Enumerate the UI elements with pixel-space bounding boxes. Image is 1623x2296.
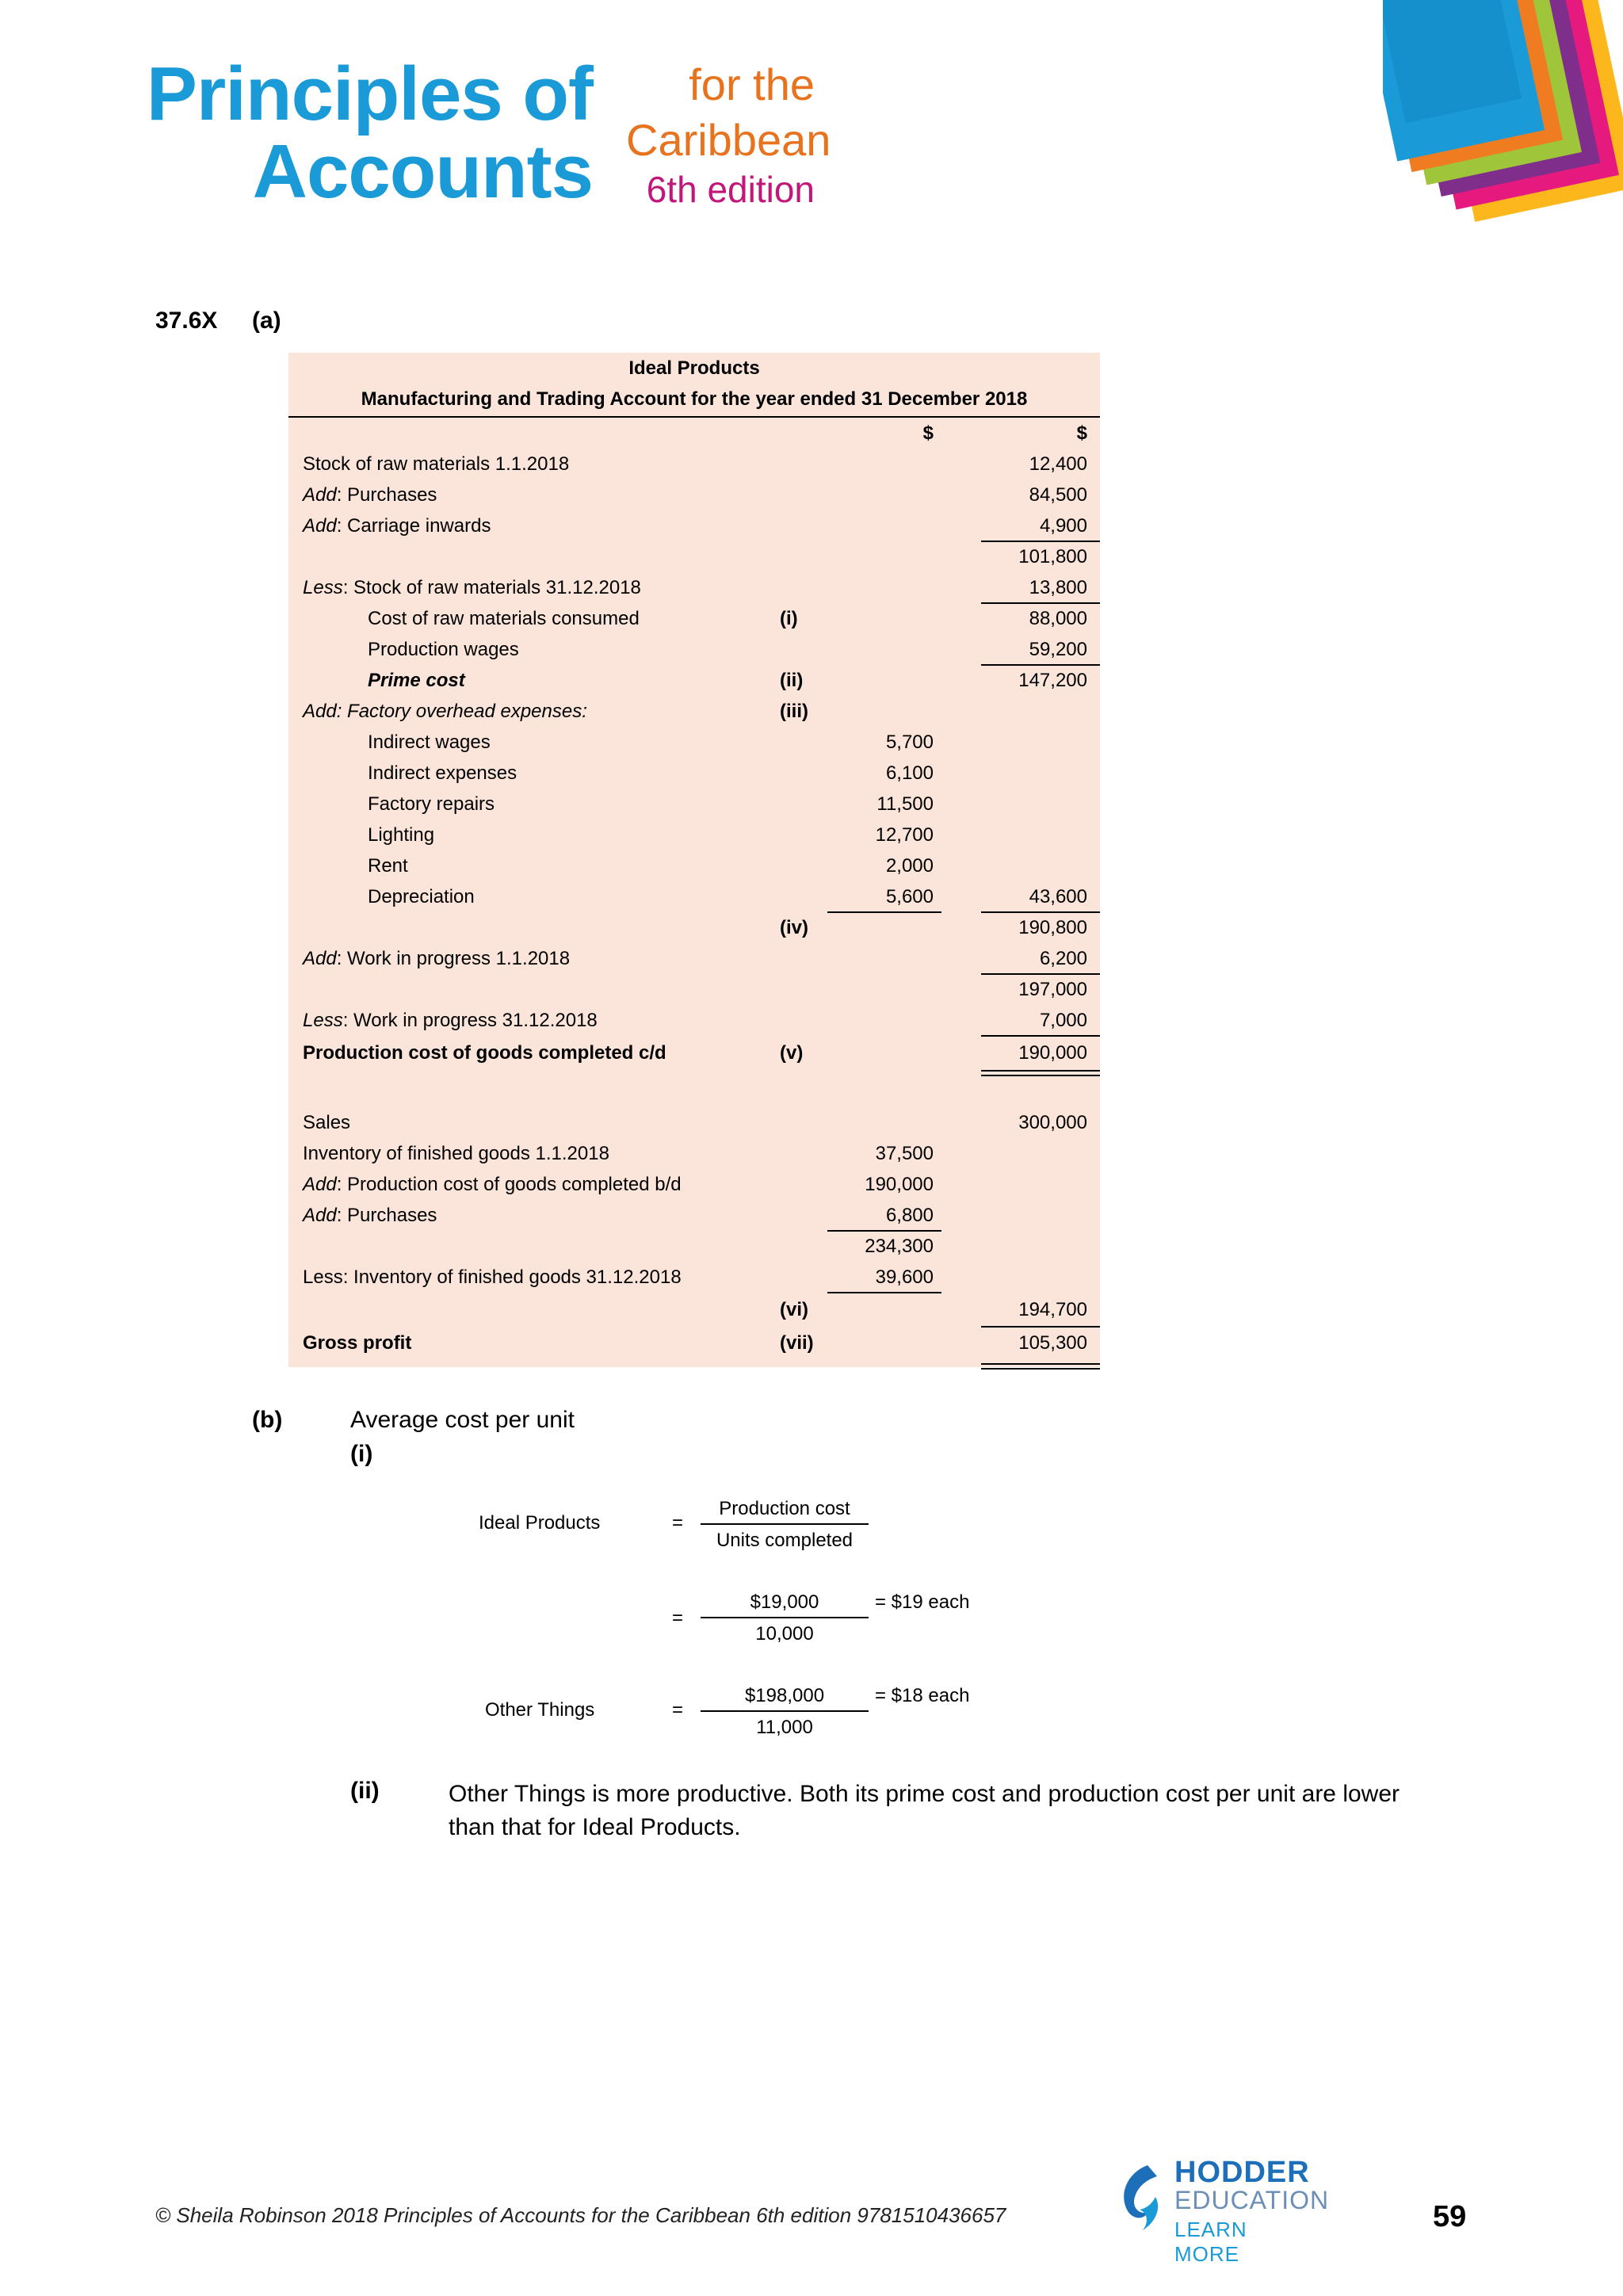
account-row xyxy=(288,819,1100,850)
other-numerator: $198,000 xyxy=(744,1685,825,1706)
row-marker: (i) xyxy=(780,608,798,629)
formula-numerator: Production cost xyxy=(719,1498,850,1519)
row-right: 4,900 xyxy=(1039,515,1087,537)
edition-label: 6th edition xyxy=(646,169,815,210)
account-row xyxy=(288,974,1100,1005)
row-desc: Inventory of finished goods 1.1.2018 xyxy=(303,1143,609,1164)
row-desc: Indirect expenses xyxy=(368,762,517,784)
row-right: 12,400 xyxy=(1029,453,1087,475)
account-row xyxy=(288,727,1100,758)
row-mid: 234,300 xyxy=(865,1236,934,1257)
book-subtitle xyxy=(626,57,831,211)
row-right: 300,000 xyxy=(1018,1112,1087,1133)
ideal-result: = $19 each xyxy=(875,1591,970,1613)
row-desc: Rent xyxy=(368,855,408,877)
question-number: 37.6X xyxy=(155,308,218,334)
book-title-line1: Principles of xyxy=(146,52,593,136)
row-right: 59,200 xyxy=(1029,639,1087,660)
column-header-mid: $ xyxy=(922,422,934,444)
account-row xyxy=(288,1328,1100,1358)
row-desc: Prime cost xyxy=(368,670,465,691)
row-desc: Less: Inventory of finished goods 31.12.2018 xyxy=(303,1266,682,1288)
row-desc xyxy=(303,510,491,541)
account-row xyxy=(288,479,1100,510)
row-desc-text: : Carriage inwards xyxy=(336,515,491,537)
row-desc-text: : Purchases xyxy=(336,1205,437,1226)
row-desc-prefix: Add xyxy=(303,948,337,969)
row-desc-prefix: Add xyxy=(303,1205,337,1226)
equals-sign: = xyxy=(672,1512,684,1534)
account-row xyxy=(288,758,1100,789)
row-desc: Factory repairs xyxy=(368,793,495,815)
hodder-swirl-icon xyxy=(1116,2162,1167,2233)
column-header-right: $ xyxy=(1076,422,1087,444)
row-right: 13,800 xyxy=(1029,577,1087,598)
row-right: 197,000 xyxy=(1018,979,1087,1000)
row-right: 43,600 xyxy=(1029,886,1087,907)
row-right: 190,000 xyxy=(1018,1042,1087,1064)
row-mid: 6,800 xyxy=(885,1205,934,1226)
row-marker: (v) xyxy=(780,1042,804,1064)
account-row xyxy=(288,1138,1100,1169)
row-desc-prefix: Add xyxy=(303,484,337,506)
row-desc xyxy=(303,479,437,510)
row-desc-text: : Stock of raw materials 31.12.2018 xyxy=(342,577,641,598)
equals-sign: = xyxy=(672,1607,684,1629)
row-desc: Indirect wages xyxy=(368,732,491,753)
account-row xyxy=(288,665,1100,696)
account-row xyxy=(288,1200,1100,1231)
row-desc: Production wages xyxy=(368,639,519,660)
row-desc-text: : Production cost of goods completed b/d xyxy=(336,1174,682,1195)
row-mid: 37,500 xyxy=(875,1143,934,1164)
row-desc-text: : Work in progress 31.12.2018 xyxy=(342,1010,598,1031)
ideal-numerator: $19,000 xyxy=(750,1591,819,1613)
row-desc xyxy=(303,943,570,974)
account-row xyxy=(288,1037,1100,1068)
row-desc: Production cost of goods completed c/d xyxy=(303,1042,666,1064)
account-row xyxy=(288,1107,1100,1138)
other-denominator: 11,000 xyxy=(756,1717,813,1738)
account-company-name: Ideal Products xyxy=(628,357,760,379)
row-right: 88,000 xyxy=(1029,608,1087,629)
row-desc: Add: Factory overhead expenses: xyxy=(303,701,587,722)
row-desc-text: : Work in progress 1.1.2018 xyxy=(336,948,571,969)
manufacturing-trading-account xyxy=(288,353,1100,1367)
row-desc-prefix: Less xyxy=(303,577,343,598)
row-right: 84,500 xyxy=(1029,484,1087,506)
row-desc: Depreciation xyxy=(368,886,475,907)
row-right: 105,300 xyxy=(1018,1332,1087,1354)
account-title: Manufacturing and Trading Account for the year ended 31 December 2018 xyxy=(361,388,1028,410)
equals-sign: = xyxy=(672,1699,684,1721)
row-desc xyxy=(303,1005,598,1036)
account-row xyxy=(288,696,1100,727)
row-desc-prefix: Add xyxy=(303,515,337,537)
row-desc: Gross profit xyxy=(303,1332,412,1354)
row-mid: 11,500 xyxy=(876,793,934,815)
other-things-label: Other Things xyxy=(485,1699,595,1721)
account-row xyxy=(288,1262,1100,1293)
account-row xyxy=(288,789,1100,819)
row-mid: 12,700 xyxy=(875,824,934,846)
row-desc-prefix: Less xyxy=(303,1010,343,1031)
row-right: 147,200 xyxy=(1018,670,1087,691)
hodder-education-logo xyxy=(1116,2156,1330,2266)
row-right: 101,800 xyxy=(1018,546,1087,567)
answer-line1: Other Things is more productive. Both its prime cost and production cost per unit are lower xyxy=(449,1781,1400,1807)
account-row xyxy=(288,1005,1100,1036)
account-row xyxy=(288,1294,1100,1325)
row-right: 194,700 xyxy=(1018,1299,1087,1320)
account-row xyxy=(288,1231,1100,1262)
corner-color-squares-graphic xyxy=(1383,0,1623,238)
row-mid: 5,600 xyxy=(885,886,934,907)
row-desc-text: : Purchases xyxy=(336,484,437,506)
page-number: 59 xyxy=(1433,2200,1467,2233)
account-row xyxy=(288,943,1100,974)
part-b-heading: Average cost per unit xyxy=(350,1407,575,1433)
part-b-label: (b) xyxy=(252,1407,283,1433)
row-desc xyxy=(303,572,641,603)
row-desc xyxy=(303,1169,682,1200)
account-row xyxy=(288,912,1100,943)
account-row xyxy=(288,541,1100,572)
row-desc: Cost of raw materials consumed xyxy=(368,608,640,629)
account-row xyxy=(288,850,1100,881)
subtitle-line2: Caribbean xyxy=(626,115,831,165)
row-mid: 39,600 xyxy=(875,1266,934,1288)
subtitle-line1: for the xyxy=(689,59,815,109)
row-mid: 5,700 xyxy=(885,732,934,753)
row-desc-prefix: Add xyxy=(303,1174,337,1195)
account-row xyxy=(288,1169,1100,1200)
logo-education-text: EDUCATION xyxy=(1174,2186,1330,2214)
formula-denominator: Units completed xyxy=(716,1530,854,1551)
row-desc: Stock of raw materials 1.1.2018 xyxy=(303,453,570,475)
footer-copyright: © Sheila Robinson 2018 Principles of Accounts for the Caribbean 6th edition 9781510436657 xyxy=(155,2203,1006,2227)
row-marker: (ii) xyxy=(780,670,804,691)
part-b-sub-ii: (ii) xyxy=(350,1778,380,1804)
account-row xyxy=(288,449,1100,479)
ideal-denominator: 10,000 xyxy=(755,1623,814,1645)
row-desc: Lighting xyxy=(368,824,435,846)
row-desc: Sales xyxy=(303,1112,351,1133)
row-mid: 2,000 xyxy=(885,855,934,877)
account-row xyxy=(288,572,1100,603)
part-b-sub-i: (i) xyxy=(350,1441,373,1467)
answer-line2: than that for Ideal Products. xyxy=(449,1814,741,1840)
account-row xyxy=(288,881,1100,912)
row-right: 190,800 xyxy=(1018,917,1087,938)
row-mid: 6,100 xyxy=(885,762,934,784)
logo-hodder-text: HODDER xyxy=(1174,2156,1310,2189)
row-mid: 190,000 xyxy=(865,1174,934,1195)
book-title-line2: Accounts xyxy=(252,129,593,214)
logo-learn-more-text: LEARN MORE xyxy=(1174,2218,1247,2266)
row-marker: (iii) xyxy=(780,701,808,722)
part-a-label: (a) xyxy=(252,308,281,334)
row-right: 6,200 xyxy=(1039,948,1087,969)
account-row xyxy=(288,510,1100,541)
other-result: = $18 each xyxy=(875,1685,970,1706)
part-b-answer xyxy=(449,1778,1400,1844)
account-row xyxy=(288,634,1100,665)
account-row xyxy=(288,603,1100,634)
book-title xyxy=(146,52,593,214)
ideal-products-label: Ideal Products xyxy=(479,1512,601,1534)
row-marker: (vi) xyxy=(780,1299,808,1320)
row-desc xyxy=(303,1200,437,1231)
row-marker: (iv) xyxy=(780,917,808,938)
row-right: 7,000 xyxy=(1039,1010,1087,1031)
row-marker: (vii) xyxy=(780,1332,814,1354)
